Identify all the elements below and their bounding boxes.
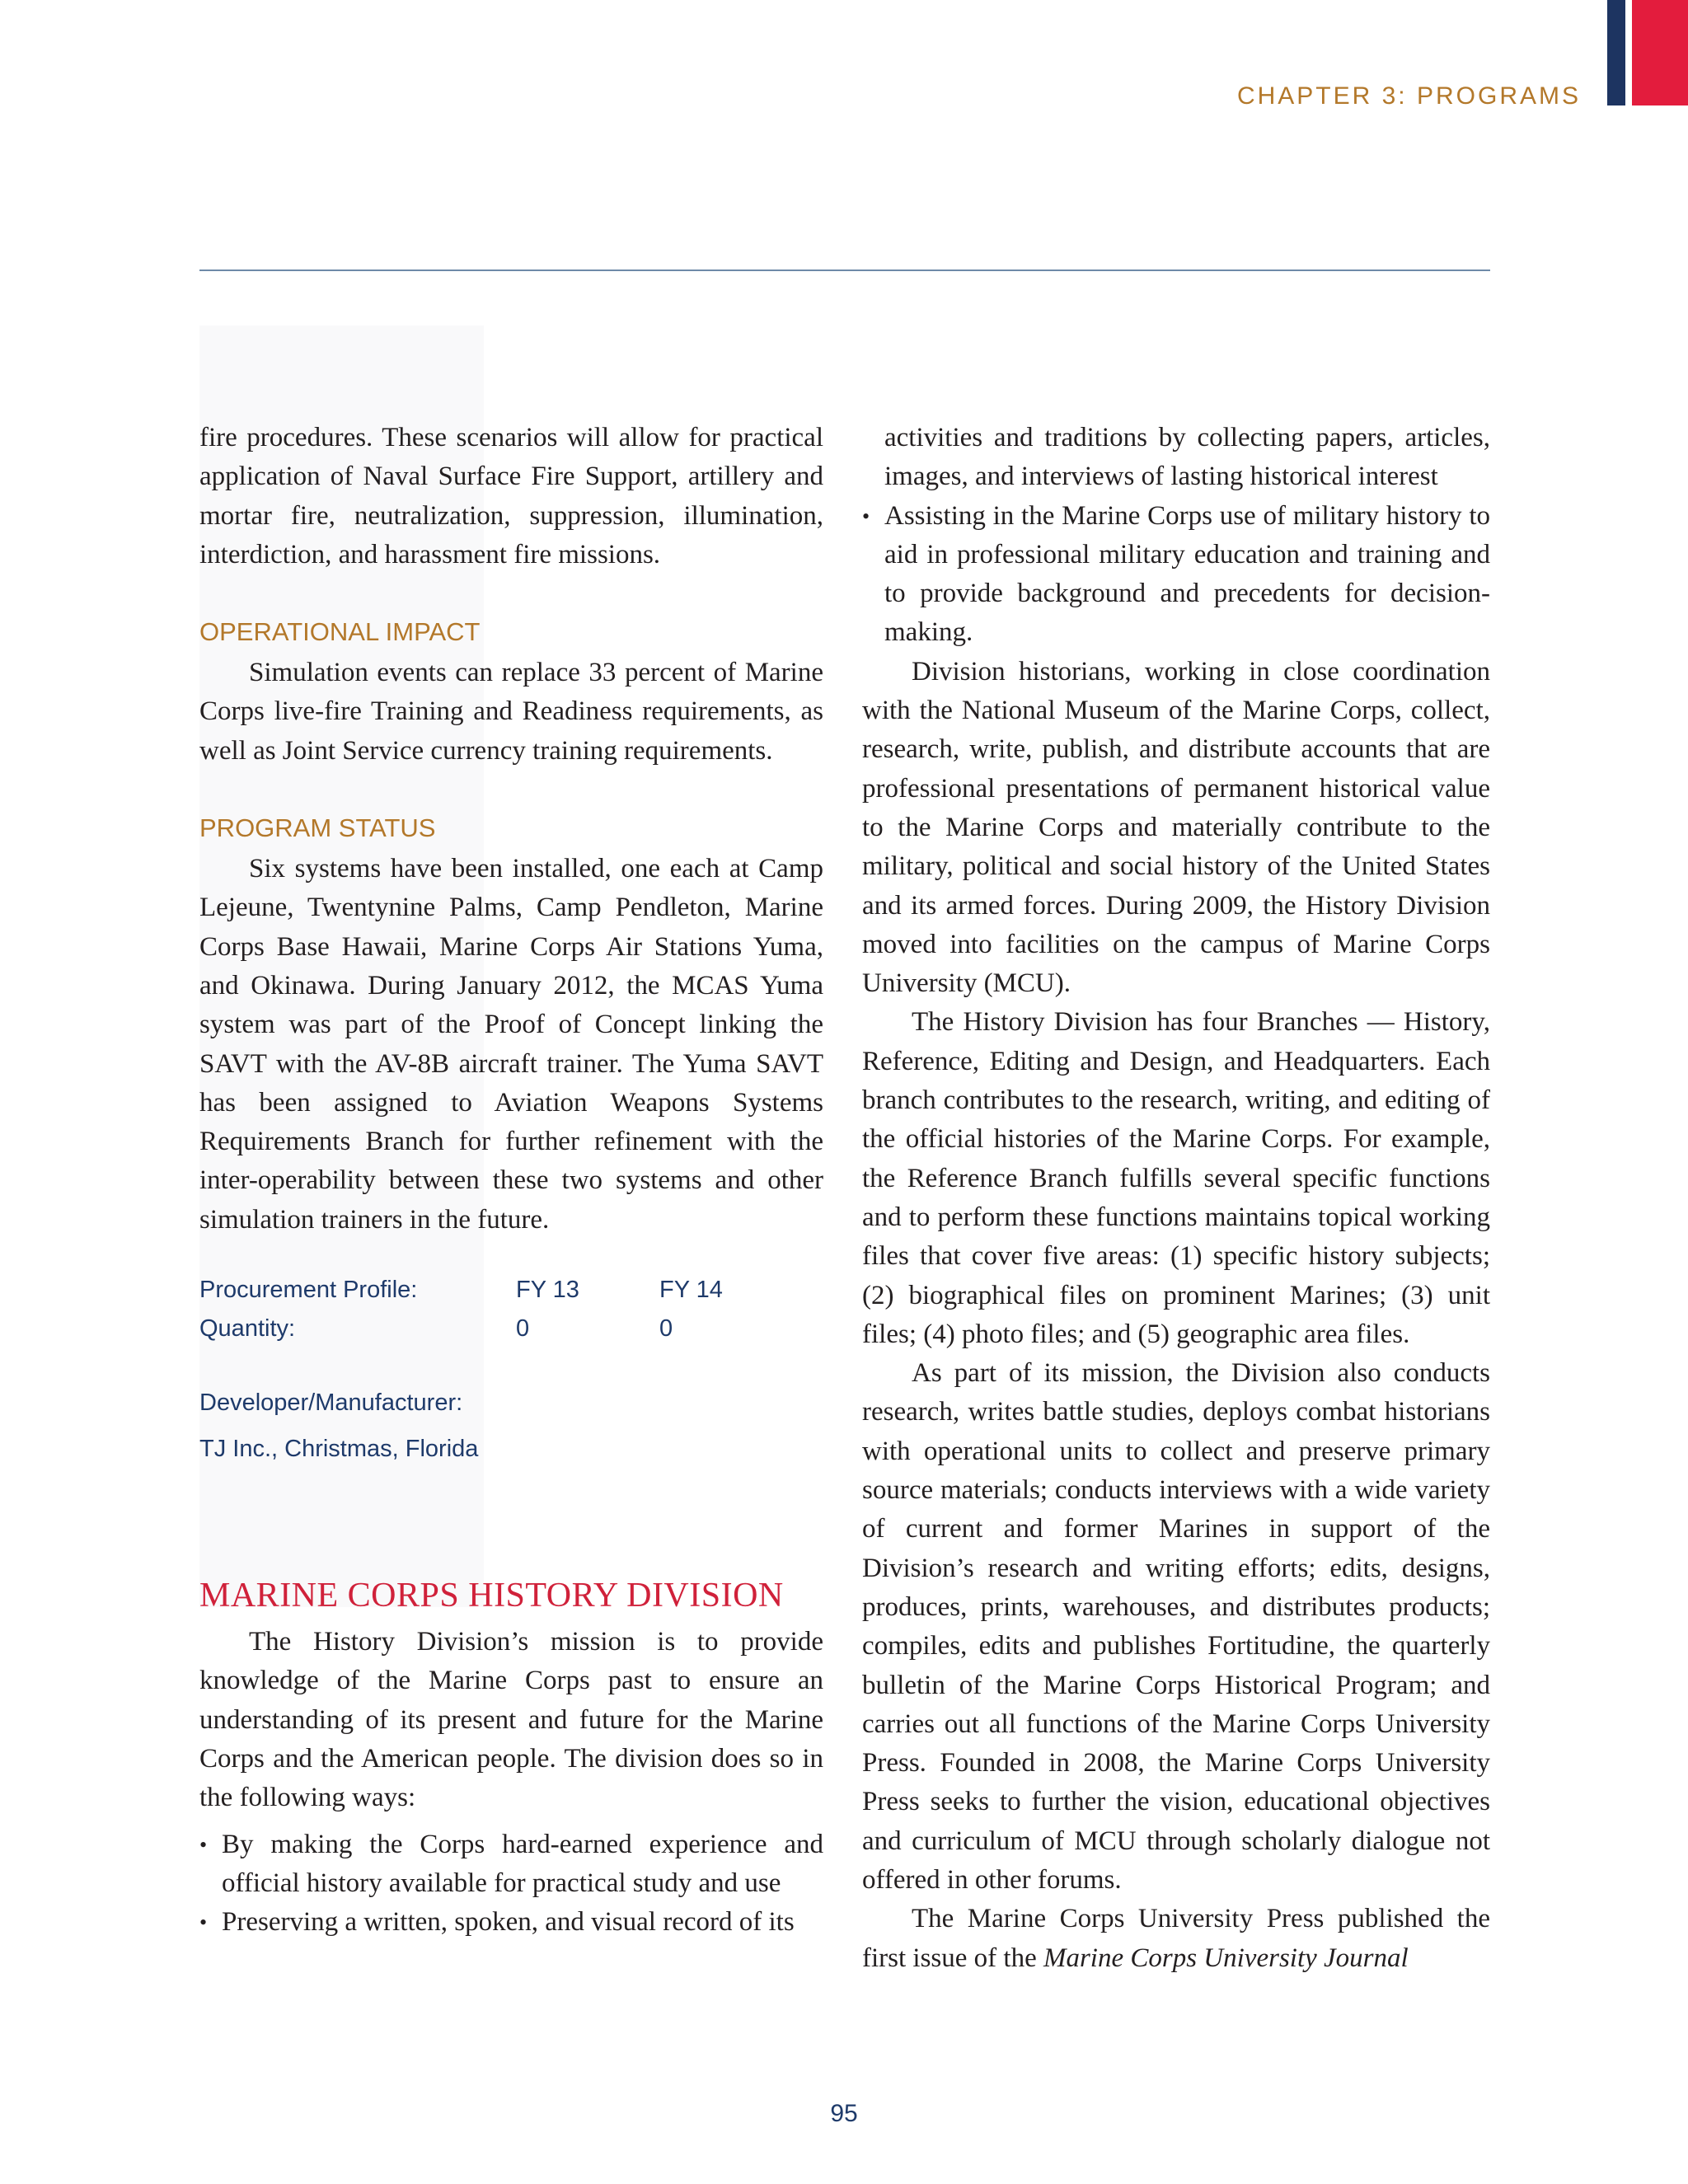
mission-paragraph: As part of its mission, the Division also conducts research, writes battle studies, deploys combat historians with operational units to collect and preserve primary source materials; conducts interviews with a wide variety of current and former Marines in support of the Division’s research and writing efforts; edits, designs, produces, prints, warehouses, and distributes products; compiles, edits and publishes Fortitudine, the quarterly bulletin of the Marine Corps Historical Program; and carries out all functions of the Marine Corps University Press. Founded in 2008, the Marine Corps University Press seeks to further the vision, educational objectives and curriculum of MCU through scholarly dialogue not offered in other forums. bbox=[862, 1358, 1490, 1895]
program-status-text: Six systems have been installed, one each at Camp Lejeune, Twentynine Palms, Camp Pendleton, Marine Corps Base Hawaii, Marine Corps Air Stations Yuma, and Okinawa. During January 2012, the MCAS Yuma system was part of the Proof of Concept linking the SAVT with the AV-8B aircraft trainer. The Yuma SAVT has been assigned to Aviation Weapons Systems Requirements Branch for further refinement with the inter-operability between these two systems and other simulation trainers in the future. bbox=[199, 854, 823, 1235]
history-division-title: MARINE CORPS HISTORY DIVISION bbox=[199, 1577, 784, 1615]
operational-impact-heading: OPERATIONAL IMPACT bbox=[199, 617, 481, 647]
fy14-header: FY 14 bbox=[659, 1277, 723, 1304]
quantity-label: Quantity: bbox=[199, 1315, 296, 1343]
page-number: 95 bbox=[830, 2100, 858, 2127]
chapter-header: CHAPTER 3: PROGRAMS bbox=[1236, 82, 1581, 110]
operational-impact-text: Simulation events can replace 33 percent of Marine Corps live-fire Training and Readiness requirements, as well as Joint Service currency training requirements. bbox=[199, 658, 823, 766]
developer-value: TJ Inc., Christmas, Florida bbox=[199, 1436, 479, 1463]
mission-bullet-list bbox=[199, 1825, 823, 1943]
list-item: • Preserving a written, spoken, and visual record of its bbox=[199, 1903, 823, 1942]
mission-bullet-list-continued bbox=[862, 497, 1490, 653]
procurement-profile-table bbox=[199, 1271, 823, 1348]
list-item: • By making the Corps hard-earned experience and official history available for practical study and use bbox=[199, 1825, 823, 1904]
press-paragraph bbox=[862, 1900, 1490, 1978]
journal-title: Marine Corps University Journal bbox=[1043, 1943, 1409, 1973]
procurement-header-row bbox=[199, 1271, 823, 1310]
left-column bbox=[199, 419, 823, 1942]
branches-paragraph: The History Division has four Branches — History, Reference, Editing and Design, and Headquarters. Each branch contributes to the research, writing, and editing of the official histories of the Marine Corps. For example, the Reference Branch fulfills several specific functions and to perform these functions maintains topical working files that cover five areas: (1) specific history subjects; (2) biographical files on prominent Marines; (3) unit files; (4) photo files; and (5) geographic area files. bbox=[862, 1007, 1490, 1349]
developer-block bbox=[199, 1380, 823, 1472]
program-status-heading: PROGRAM STATUS bbox=[199, 813, 436, 843]
flag-stripe-red bbox=[1632, 0, 1688, 105]
flag-stripe-navy bbox=[1607, 0, 1625, 105]
procurement-label: Procurement Profile: bbox=[199, 1277, 418, 1304]
intro-paragraph: fire procedures. These scenarios will allow for practical application of Naval Surface Fire Support, artillery and mortar fire, neutralization, suppression, illumination, interdiction, and harassment fire missions. bbox=[199, 423, 823, 569]
historians-paragraph: Division historians, working in close coordination with the National Museum of the Marine Corps, collect, research, write, publish, and distribute accounts that are professional presentations of permanent historical value to the Marine Corps and materially contribute to the military, political and social history of the United States and its armed forces. During 2009, the History Division moved into facilities on the campus of Marine Corps University (MCU). bbox=[862, 656, 1490, 999]
history-division-text: The History Division’s mission is to provide knowledge of the Marine Corps past to ensure an understanding of its present and future for the Marine Corps and the American people. The division does so in the following ways: bbox=[199, 1627, 823, 1813]
continued-bullet-text: activities and traditions by collecting papers, articles, images, and interviews of lasting historical interest bbox=[884, 423, 1490, 492]
list-item: • Assisting in the Marine Corps use of military history to aid in professional military education and training and to provide background and precedents for decision-making. bbox=[862, 497, 1490, 653]
quantity-fy14: 0 bbox=[659, 1315, 673, 1343]
right-column bbox=[862, 419, 1490, 1978]
developer-label: Developer/Manufacturer: bbox=[199, 1390, 463, 1417]
header-rule bbox=[199, 269, 1490, 271]
fy13-header: FY 13 bbox=[516, 1277, 579, 1304]
press-paragraph-text: The Marine Corps University Press published the first issue of the bbox=[862, 1904, 1490, 1973]
quantity-fy13: 0 bbox=[516, 1315, 530, 1343]
quantity-row bbox=[199, 1310, 823, 1348]
